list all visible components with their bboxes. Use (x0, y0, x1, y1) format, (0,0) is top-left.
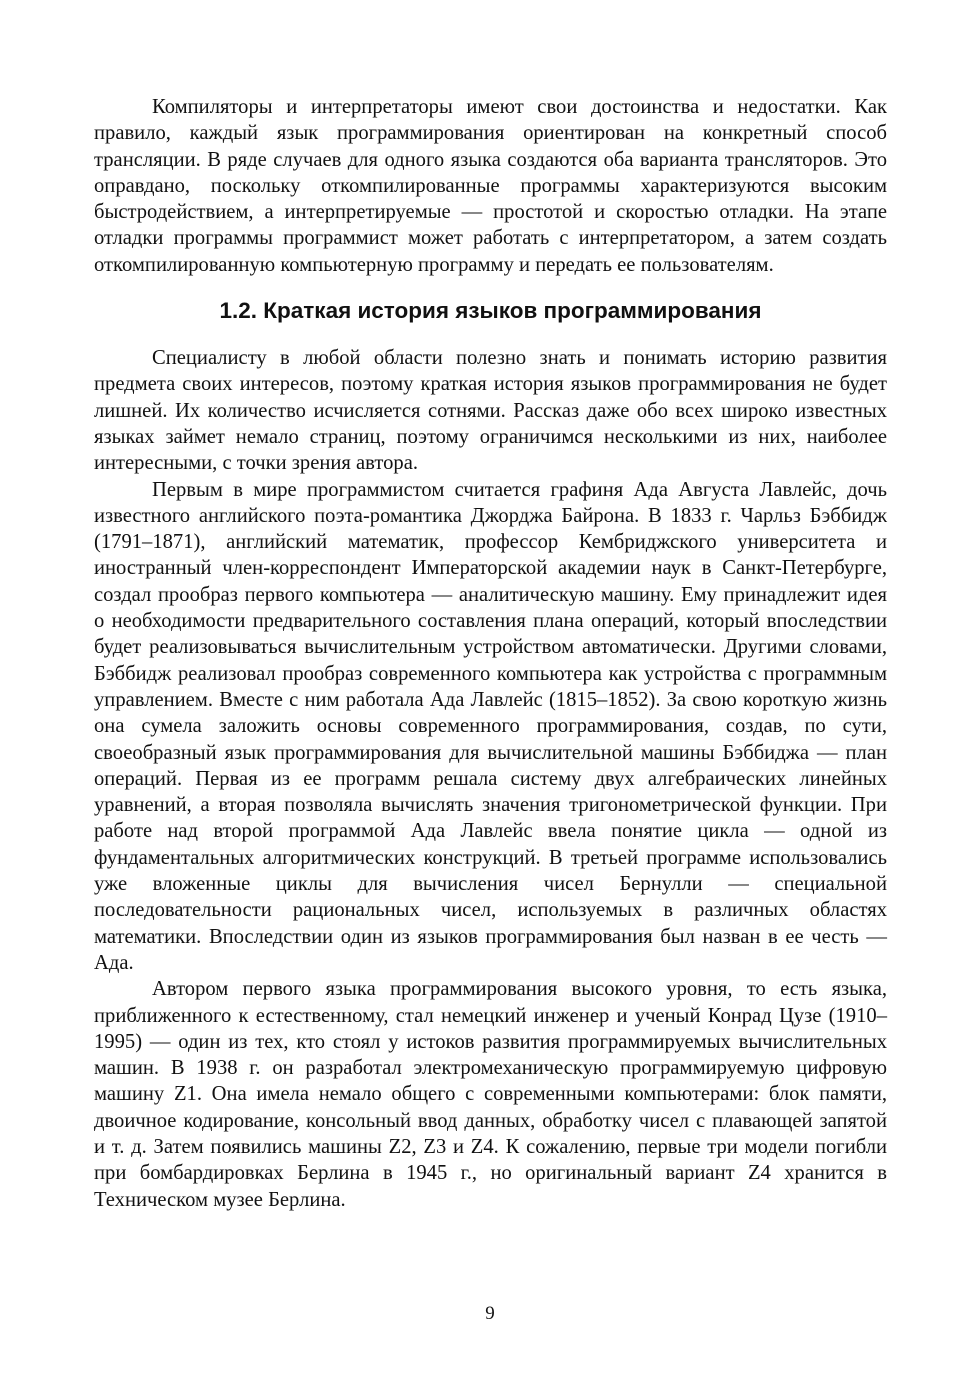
section-heading: 1.2. Краткая история языков программирования (219, 298, 762, 324)
page-number: 9 (485, 1303, 495, 1324)
paragraph-ada-lovelace: Первым в мире программистом считается графиня Ада Августа Лавлейс, дочь известного английского поэта-романтика Джорджа Байрона. В 1833 г. Чарльз Бэббидж (1791–1871), английский математик, профессор Кембриджского университета и иностранный член-корреспондент Императорской академии наук в Санкт-Петербурге, создал прообраз первого компьютера — аналитическую машину. Ему принадлежит идея о необходимости предварительного составления плана операций, который впоследствии будет реализовываться вычислительным устройством автоматически. Другими словами, Бэббидж реализовал прообраз современного компьютера как устройства с программным управлением. Вместе с ним работала Ада Лавлейс (1815–1852). За свою короткую жизнь она сумела заложить основы современного программирования, создав, по сути, своеобразный язык программирования для вычислительной машины Бэббиджа — план операций. Первая из ее программ решала систему двух алгебраических линейных уравнений, а вторая позволяла вычислять значения тригонометрической функции. При работе над второй программой Ада Лавлейс ввела понятие цикла — одной из фундаментальных алгоритмических конструкций. В третьей программе использовались уже вложенные циклы для вычисления чисел Бернулли — специальной последовательности рациональных чисел, используемых в различных областях математики. Впоследствии один из языков программирования был назван в ее честь — Ада. (94, 478, 887, 974)
page-body (94, 94, 887, 1213)
paragraph-compilers: Компиляторы и интерпретаторы имеют свои достоинства и недостатки. Как правило, каждый язык программирования ориентирован на конкретный способ трансляции. В ряде случаев для одного языка создаются оба варианта трансляторов. Это оправдано, поскольку откомпилированные программы характеризуются высоким быстродействием, а интерпретируемые — простотой и скоростью отладки. На этапе отладки программы программист может работать с интерпретатором, а затем создать откомпилированную компьютерную программу и передать ее пользователям. (94, 96, 887, 276)
paragraph-konrad-zuse: Автором первого языка программирования высокого уровня, то есть языка, приближенного к естественному, стал немецкий инженер и ученый Конрад Цузе (1910–1995) — один из тех, кто стоял у истоков развития программируемых вычислительных машин. В 1938 г. он разработал электромеханическую программируемую цифровую машину Z1. Она имела немало общего с современными компьютерами: блок памяти, двоичное кодирование, консольный ввод данных, обработку чисел с плавающей запятой и т. д. Затем появились машины Z2, Z3 и Z4. К сожалению, первые три модели погибли при бомбардировках Берлина в 1945 г., но оригинальный вариант Z4 хранится в Техническом музее Берлина. (94, 978, 887, 1211)
paragraph-history-intro: Специалисту в любой области полезно знать и понимать историю развития предмета своих интересов, поэтому краткая история языков программирования не будет лишней. Их количество исчисляется сотнями. Рассказ даже обо всех широко известных языках займет немало страниц, поэтому ограничимся несколькими из них, наиболее интересными, с точки зрения автора. (94, 347, 887, 475)
